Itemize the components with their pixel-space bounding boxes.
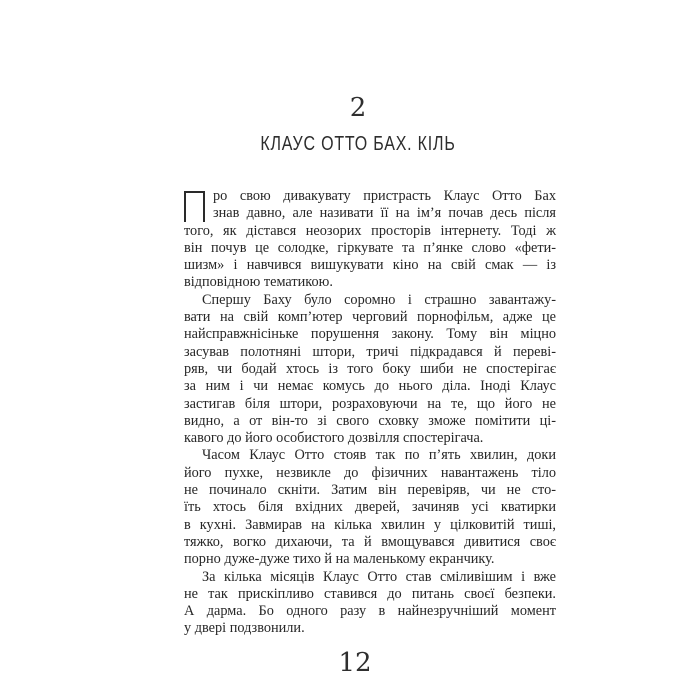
text-line: Часом Клаус Отто стояв так по п’ять хвилин, доки [202, 447, 556, 464]
paragraph [184, 188, 556, 292]
body-text [184, 188, 556, 638]
text-line: За кілька місяців Клаус Отто став сміливішим і вже [202, 568, 556, 585]
text-line: видно, а от він-то зі свого сховку зможе помітити ці- [184, 412, 556, 429]
text-line: він почув це солодке, гіркувате та п’янке слово «фети- [184, 239, 556, 256]
paragraph [184, 447, 556, 568]
text-line: шизм» і навчився вишукувати кіно на свій смак — із [184, 257, 556, 274]
text-line: найсправжнісіньке порушення закону. Тому він міцно [184, 326, 556, 343]
text-line: не так прискіпливо ставився до питань своєї безпеки. [184, 585, 556, 602]
text-line: А дарма. Бо одного разу в найнезручніший момент [184, 603, 556, 620]
text-line: тяжко, вогко дихаючи, та й вмощувався дивитися своє [184, 533, 556, 550]
text-line: його пухке, незвикле до фізичних навантажень тіло [184, 464, 556, 481]
text-line: у двері подзвонили. [184, 620, 305, 637]
text-line: не починало скніти. Затим він перевіряв, чи не сто- [184, 482, 556, 499]
text-line: їть хтось біля вхідних дверей, зачиняв усі кватирки [184, 499, 556, 516]
text-line: вати на свій комп’ютер черговий порнофільм, адже це [184, 309, 556, 326]
page-number-area [5, 650, 700, 676]
text-line: порно дуже-дуже тихо й на маленькому екранчику. [184, 551, 495, 568]
paragraph [184, 292, 556, 448]
text-line: ро свою дивакувату пристрасть Клаус Отто Бах [213, 188, 556, 204]
text-line: за ним і чи немає комусь до нього діла. Іноді Клаус [184, 378, 556, 395]
text-line: в кухні. Завмирав на кілька хвилин у цілковитій тиші, [184, 516, 556, 533]
paragraph [184, 569, 556, 638]
text-line: застигав біля штори, розраховуючи на те, що його не [184, 395, 556, 412]
chapter-title: КЛАУС ОТТО БАХ. КІЛЬ [260, 133, 456, 155]
text-line: відповідною тематикою. [184, 274, 333, 291]
text-line: Спершу Баху було соромно і страшно завантажу- [202, 291, 556, 308]
text-line: кавого до його особистого дозвілля спостерігача. [184, 430, 484, 447]
chapter-number: 2 [349, 93, 367, 123]
text-line: того, як дістався неозорих просторів інтернету. Тоді ж [184, 222, 556, 239]
text-line: ряв, чи бодай хтось із того боку шиби не спостерігає [184, 360, 556, 377]
text-line: знав давно, але називати її на ім’я почав десь після [213, 205, 556, 222]
text-line: засував полотняні штори, тричі підкрадався й переві- [184, 343, 556, 360]
drop-cap-letter [184, 191, 205, 222]
page-number: 12 [338, 648, 372, 678]
chapter-heading [8, 95, 700, 154]
